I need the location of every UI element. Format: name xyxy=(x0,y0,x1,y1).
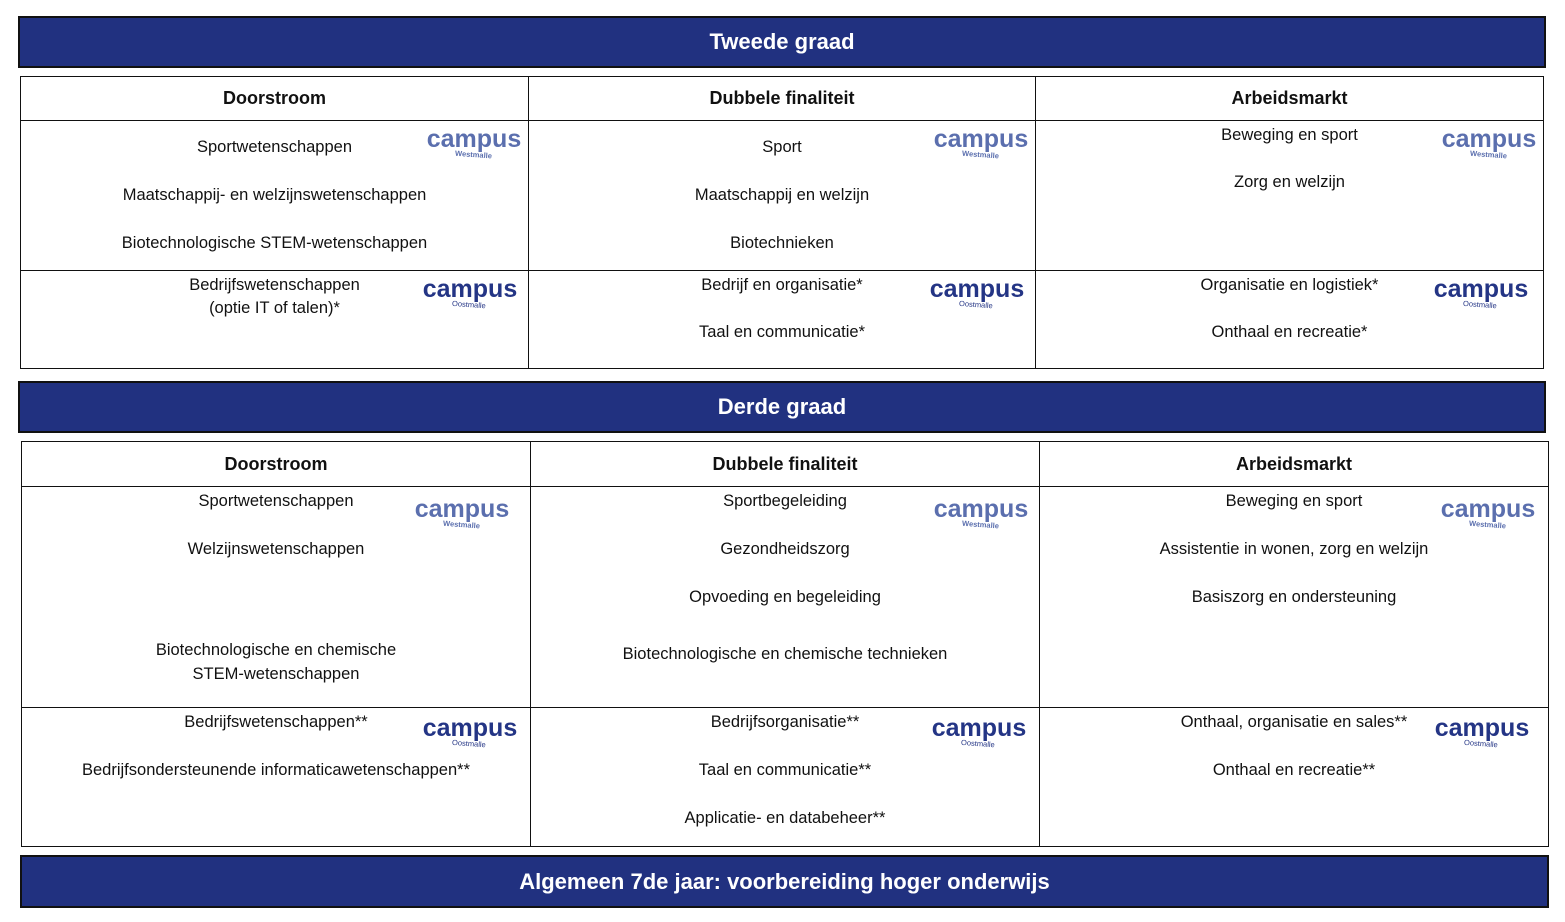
tweede-graad-banner xyxy=(18,16,1546,68)
course-item: Onthaal en recreatie* xyxy=(1211,323,1368,341)
course-item: Bedrijfsorganisatie** xyxy=(710,713,860,731)
derde-graad-title: Derde graad xyxy=(717,394,847,419)
course-item: Biotechnieken xyxy=(730,234,834,252)
campus-westmalle-logo xyxy=(410,495,514,529)
course-item: Taal en communicatie** xyxy=(698,761,872,779)
campus-westmalle-logo xyxy=(929,495,1033,529)
header-arbeidsmarkt: Arbeidsmarkt xyxy=(1036,77,1544,121)
course-item: Sportwetenschappen xyxy=(198,492,354,510)
campus-oostmalle-logo xyxy=(927,714,1031,748)
course-item: Opvoeding en begeleiding xyxy=(689,588,881,606)
course-item: Beweging en sport xyxy=(1225,492,1363,510)
course-item: Welzijnswetenschappen xyxy=(187,540,365,558)
tweede-graad-table xyxy=(20,76,1544,369)
campus-westmalle-logo xyxy=(1436,495,1540,529)
course-item: Organisatie en logistiek* xyxy=(1200,276,1379,294)
campus-oostmalle-logo xyxy=(418,275,522,309)
header-dubbele-finaliteit: Dubbele finaliteit xyxy=(529,77,1036,121)
course-item: Zorg en welzijn xyxy=(1234,173,1345,191)
course-item: Beweging en sport xyxy=(1221,126,1358,144)
cell-west-doorstroom xyxy=(22,487,531,708)
course-item: Onthaal en recreatie** xyxy=(1212,761,1376,779)
cell-west-arbeid xyxy=(1036,121,1544,271)
campus-westmalle-logo xyxy=(422,125,526,159)
course-item: Biotechnologische en chemische technieken xyxy=(622,645,948,663)
cell-oost-arbeid xyxy=(1040,708,1549,847)
course-item: Biotechnologische STEM-wetenschappen xyxy=(121,234,428,252)
algemeen-7de-jaar-banner xyxy=(20,855,1549,908)
header-doorstroom: Doorstroom xyxy=(21,77,529,121)
course-item: Assistentie in wonen, zorg en welzijn xyxy=(1159,540,1429,558)
course-item: Maatschappij en welzijn xyxy=(694,186,870,204)
cell-west-dubbele xyxy=(531,487,1040,708)
course-item: STEM-wetenschappen xyxy=(192,665,360,683)
course-item: (optie IT of talen)* xyxy=(209,299,340,317)
cell-oost-doorstroom xyxy=(21,271,529,369)
cell-oost-arbeid xyxy=(1036,271,1544,369)
header-dubbele-finaliteit: Dubbele finaliteit xyxy=(531,442,1040,487)
cell-west-arbeid xyxy=(1040,487,1549,708)
course-item: Bedrijfswetenschappen** xyxy=(184,713,368,731)
campus-westmalle-logo xyxy=(1437,125,1541,159)
course-item: Applicatie- en databeheer** xyxy=(684,809,886,827)
derde-graad-banner xyxy=(18,381,1546,433)
cell-oost-dubbele xyxy=(529,271,1036,369)
course-item: Biotechnologische en chemische xyxy=(155,641,397,659)
course-item: Sportbegeleiding xyxy=(723,492,847,510)
campus-oostmalle-logo xyxy=(1429,275,1533,309)
course-item: Sportwetenschappen xyxy=(196,138,353,156)
header-arbeidsmarkt: Arbeidsmarkt xyxy=(1040,442,1549,487)
course-item: Bedrijfsondersteunende informaticawetenschappen** xyxy=(82,761,470,779)
campus-oostmalle-logo xyxy=(418,714,522,748)
cell-west-doorstroom xyxy=(21,121,529,271)
cell-oost-dubbele xyxy=(531,708,1040,847)
course-item: Basiszorg en ondersteuning xyxy=(1191,588,1397,606)
campus-oostmalle-logo xyxy=(1430,714,1534,748)
tweede-graad-title: Tweede graad xyxy=(709,29,855,54)
cell-oost-doorstroom xyxy=(22,708,531,847)
course-item: Maatschappij- en welzijnswetenschappen xyxy=(122,186,427,204)
algemeen-7de-jaar-title: Algemeen 7de jaar: voorbereiding hoger onderwijs xyxy=(519,868,1050,894)
header-doorstroom: Doorstroom xyxy=(22,442,531,487)
derde-graad-table xyxy=(21,441,1549,847)
course-item: Taal en communicatie* xyxy=(699,323,865,341)
campus-westmalle-logo xyxy=(929,125,1033,159)
course-item: Bedrijfswetenschappen xyxy=(189,276,360,294)
course-item: Onthaal, organisatie en sales** xyxy=(1180,713,1408,731)
course-item: Sport xyxy=(762,138,802,156)
course-item: Bedrijf en organisatie* xyxy=(701,276,863,294)
cell-west-dubbele xyxy=(529,121,1036,271)
campus-oostmalle-logo xyxy=(925,275,1029,309)
course-item: Gezondheidszorg xyxy=(720,540,850,558)
